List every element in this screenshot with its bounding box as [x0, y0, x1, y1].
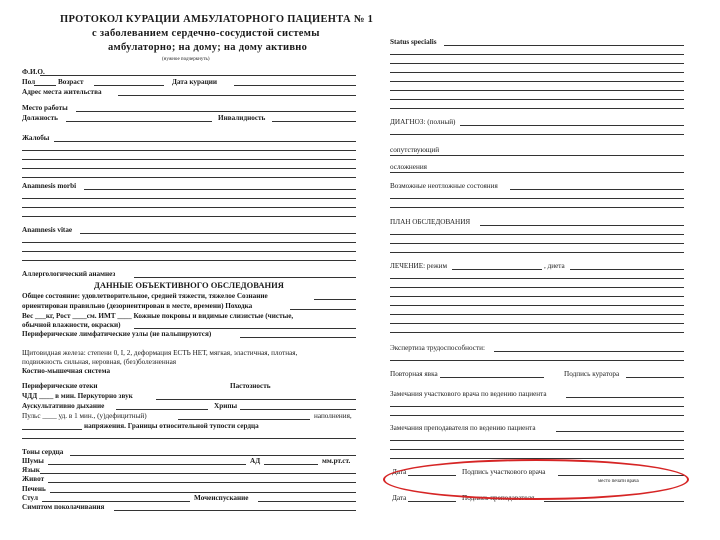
fio-line[interactable] [40, 75, 356, 76]
district-doctor-remarks-label: Замечания участкового врача по ведению пациента [390, 390, 547, 398]
curation-date-line[interactable] [234, 85, 356, 86]
teacher-remarks-line[interactable] [556, 431, 684, 432]
work-capacity-label: Экспертиза трудоспособности: [390, 344, 485, 352]
exam-plan-line[interactable] [480, 225, 684, 226]
lymph-nodes-text: Периферические лимфатические узлы (не пальпируются) [22, 330, 212, 338]
treatment-line[interactable] [390, 278, 684, 279]
pastosity-label: Пастозность [230, 382, 271, 390]
curator-sign-line[interactable] [626, 377, 684, 378]
diet-label: , диета [544, 262, 565, 270]
regimen-line[interactable] [452, 269, 542, 270]
abdomen-line[interactable] [48, 482, 356, 483]
work-capacity-line[interactable] [390, 360, 684, 361]
district-doctor-remarks-line[interactable] [390, 415, 684, 416]
district-sign-label: Подпись участкового врача [462, 468, 546, 476]
treatment-label: ЛЕЧЕНИЕ: режим [390, 262, 448, 270]
heart-tones-line[interactable] [70, 455, 356, 456]
workplace-line[interactable] [76, 111, 356, 112]
concomitant-label: сопутствующий [390, 146, 440, 154]
age-line[interactable] [94, 85, 164, 86]
complaints-label: Жалобы [22, 134, 50, 142]
liver-line[interactable] [50, 492, 356, 493]
protocol-subtitle-place: амбулаторно; на дому; на дому активно [108, 42, 308, 53]
workplace-label: Место работы [22, 104, 68, 112]
skin-text: обычной влажности, окраски) [22, 321, 121, 329]
tension-line[interactable] [22, 429, 82, 430]
address-label: Адрес места жительства [22, 88, 102, 96]
weight-height-text: Вес ___кг, Рост ____см. ИМТ ____ Кожные покровы и видимые слизистые (чистые, [22, 312, 294, 320]
complications-label: осложнения [390, 163, 427, 171]
protocol-subtitle: с заболеванием сердечно-сосудистой системы [92, 28, 320, 39]
wheeze-line[interactable] [240, 409, 356, 410]
treatment-line[interactable] [390, 323, 684, 324]
sex-label: Пол [22, 78, 36, 86]
urgent-states-line[interactable] [510, 189, 684, 190]
fio-label: Ф.И.О. [22, 68, 45, 76]
complaints-line[interactable] [22, 159, 356, 160]
status-specialis-line[interactable] [390, 72, 684, 73]
treatment-line[interactable] [390, 314, 684, 315]
anamnesis-morbi-line[interactable] [22, 216, 356, 217]
teacher-remarks-label: Замечания преподавателя по ведению пациента [390, 424, 536, 432]
diagnosis-line[interactable] [460, 125, 684, 126]
stool-line[interactable] [42, 501, 190, 502]
auscultation-label: Аускультативно дыхание [22, 402, 105, 410]
age-label: Возраст [58, 78, 84, 86]
work-capacity-line[interactable] [494, 351, 684, 352]
diagnosis-line[interactable] [390, 134, 684, 135]
curation-date-label: Дата курации [172, 78, 218, 86]
treatment-line[interactable] [390, 305, 684, 306]
pulse-text: Пульс ____ уд. в 1 мин., (у)дефицитный) [22, 412, 147, 420]
position-line[interactable] [66, 121, 212, 122]
anamnesis-vitae-line[interactable] [22, 260, 356, 261]
teacher-sign-label: Подпись преподавателя [462, 494, 535, 502]
lymph-nodes-line[interactable] [240, 337, 356, 338]
treatment-line[interactable] [390, 287, 684, 288]
anamnesis-vitae-label: Anamnesis vitae [22, 226, 73, 234]
status-specialis-line[interactable] [444, 45, 684, 46]
status-specialis-line[interactable] [390, 81, 684, 82]
disability-line[interactable] [272, 121, 356, 122]
district-doctor-remarks-line[interactable] [566, 397, 684, 398]
complaints-line[interactable] [22, 177, 356, 178]
heart-borders-line[interactable] [22, 438, 356, 439]
anamnesis-vitae-line[interactable] [22, 242, 356, 243]
status-specialis-line[interactable] [390, 99, 684, 100]
blood-pressure-label: АД [250, 457, 261, 465]
position-label: Должность [22, 114, 58, 122]
concomitant-line[interactable] [390, 155, 684, 156]
allergy-label: Аллергологический анамнез [22, 270, 116, 278]
noises-label: Шумы [22, 457, 44, 465]
urination-line[interactable] [258, 501, 356, 502]
anamnesis-morbi-line[interactable] [22, 198, 356, 199]
stool-label: Стул [22, 494, 38, 502]
thyroid-text-2: подвижность сильная, неровная, (без)болезненная [22, 358, 177, 366]
pulse-line[interactable] [178, 419, 310, 420]
complaints-line[interactable] [22, 168, 356, 169]
abdomen-label: Живот [22, 475, 45, 483]
teacher-sign-line[interactable] [544, 501, 684, 502]
complications-line[interactable] [390, 172, 684, 173]
date-line-2[interactable] [408, 501, 456, 502]
protocol-subtitle-note: (нужное подчеркнуть) [162, 57, 210, 62]
noises-line[interactable] [48, 464, 246, 465]
highlight-annotation-oval [383, 459, 689, 500]
consciousness-line[interactable] [314, 299, 356, 300]
urgent-states-line[interactable] [390, 198, 684, 199]
anamnesis-morbi-line[interactable] [22, 207, 356, 208]
teacher-remarks-line[interactable] [390, 440, 684, 441]
status-specialis-line[interactable] [390, 90, 684, 91]
tongue-line[interactable] [40, 473, 356, 474]
gait-line[interactable] [290, 309, 356, 310]
status-specialis-line[interactable] [390, 63, 684, 64]
orientation-text: ориентирован правильно (дезориентирован в месте, времени) Походка [22, 302, 253, 310]
objective-exam-title: ДАННЫЕ ОБЪЕКТИВНОГО ОБСЛЕДОВАНИЯ [94, 280, 284, 290]
anamnesis-morbi-line[interactable] [84, 189, 356, 190]
complaints-line[interactable] [54, 141, 356, 142]
tongue-label: Язык [22, 466, 40, 474]
mmhg-label: мм.рт.ст. [322, 457, 351, 465]
liver-label: Печень [22, 485, 46, 493]
teacher-remarks-line[interactable] [390, 449, 684, 450]
urgent-states-line[interactable] [390, 207, 684, 208]
auscultation-line[interactable] [116, 409, 208, 410]
anamnesis-vitae-line[interactable] [80, 233, 356, 234]
treatment-line[interactable] [390, 332, 684, 333]
exam-plan-line[interactable] [390, 234, 684, 235]
anamnesis-vitae-line[interactable] [22, 251, 356, 252]
repeat-visit-label: Повторная явка [390, 370, 438, 378]
exam-plan-label: ПЛАН ОБСЛЕДОВАНИЯ [390, 218, 471, 226]
exam-plan-line[interactable] [390, 243, 684, 244]
exam-plan-line[interactable] [390, 252, 684, 253]
heart-tones-label: Тоны сердца [22, 448, 64, 456]
treatment-line[interactable] [390, 296, 684, 297]
date-label-1: Дата [392, 468, 407, 476]
heart-borders-text: напряжения. Границы относительной тупости сердца [84, 422, 259, 430]
thyroid-text: Щитовидная железа: степени 0, I, 2, деформация ЕСТЬ НЕТ, мягкая, эластичная, плотная, [22, 349, 298, 357]
protocol-title: ПРОТОКОЛ КУРАЦИИ АМБУЛАТОРНОГО ПАЦИЕНТА № 1 [60, 14, 374, 25]
status-specialis-label: Status specialis [390, 38, 437, 46]
urination-label: Мочеиспускание [194, 494, 249, 502]
status-specialis-line[interactable] [390, 108, 684, 109]
status-specialis-line[interactable] [390, 54, 684, 55]
diagnosis-label: ДИАГНОЗ: (полный) [390, 118, 456, 126]
edema-label: Периферические отеки [22, 382, 98, 390]
general-condition-text: Общее состояние: удовлетворительное, средней тяжести, тяжелое Сознание [22, 292, 268, 300]
blood-pressure-line[interactable] [264, 464, 318, 465]
wheeze-label: Хрипы [214, 402, 238, 410]
allergy-line[interactable] [134, 277, 356, 278]
district-doctor-remarks-line[interactable] [390, 406, 684, 407]
effleurage-label: Симптом поколачивания [22, 503, 105, 511]
date-label-2: Дата [392, 494, 407, 502]
respiratory-rate-text: ЧДД ____ в мин. Перкуторно звук [22, 392, 133, 400]
complaints-line[interactable] [22, 150, 356, 151]
repeat-visit-line[interactable] [440, 377, 544, 378]
effleurage-line[interactable] [114, 510, 356, 511]
urgent-states-label: Возможные неотложные состояния [390, 182, 498, 190]
percussion-line[interactable] [156, 399, 356, 400]
filling-text: наполнения, [314, 412, 352, 420]
stamp-note: место печати врача [598, 479, 639, 484]
anamnesis-morbi-label: Anamnesis morbi [22, 182, 77, 190]
curator-sign-label: Подпись куратора [564, 370, 620, 378]
musculoskeletal-label: Костно-мышечная система [22, 367, 111, 375]
address-line[interactable] [118, 95, 356, 96]
diet-line[interactable] [570, 269, 684, 270]
sex-line[interactable] [34, 85, 56, 86]
skin-line[interactable] [134, 328, 356, 329]
disability-label: Инвалидность [218, 114, 266, 122]
